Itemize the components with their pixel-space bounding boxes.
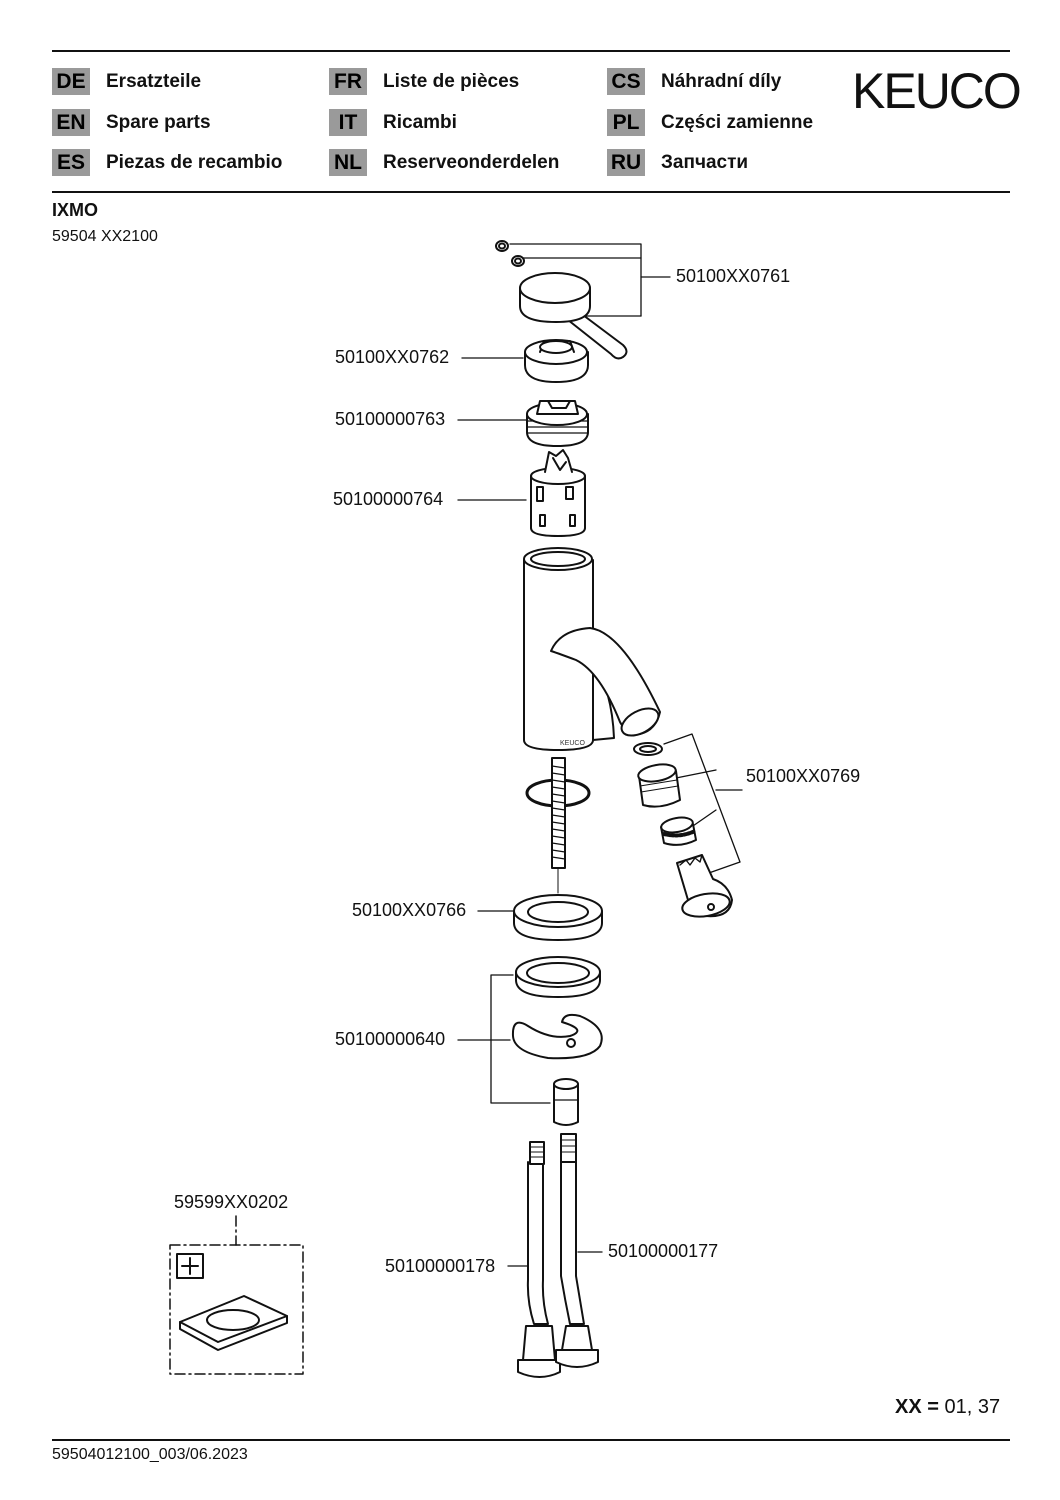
language-label: Liste de pièces <box>383 70 520 92</box>
variant-values: 01, 37 <box>944 1396 1001 1418</box>
part-label-escutcheon: 50100XX0766 <box>352 900 467 920</box>
part-label-lever-handle: 50100XX0761 <box>676 266 791 286</box>
part-label-aerator-set: 50100XX0769 <box>746 766 861 786</box>
language-label: Spare parts <box>106 111 211 133</box>
square-plate-icon <box>180 1296 287 1350</box>
product-name: IXMO <box>52 200 99 220</box>
plus-icon <box>177 1254 203 1278</box>
cover-cap-icon <box>525 340 588 382</box>
language-label: Ersatzteile <box>106 70 202 92</box>
cartridge-nut-icon <box>527 401 588 446</box>
variant-legend <box>895 1396 1000 1419</box>
language-code-badge: RU <box>607 149 645 176</box>
language-code-badge: EN <box>52 109 90 136</box>
part-label-cover-cap: 50100XX0762 <box>335 347 450 367</box>
part-label-mounting-set: 50100000640 <box>335 1029 446 1049</box>
aerator-cartridge-icon <box>660 815 696 845</box>
language-code-badge: IT <box>329 109 367 136</box>
language-code-badge: DE <box>52 68 90 95</box>
aerator-insert-icon <box>637 762 680 807</box>
aerator-key-icon <box>677 855 732 920</box>
language-code-badge: ES <box>52 149 90 176</box>
threaded-rod-icon <box>552 758 565 868</box>
part-label-hose-cold: 50100000177 <box>608 1241 719 1261</box>
part-label-hose-hot: 50100000178 <box>385 1256 496 1276</box>
variant-key: XX = <box>895 1396 939 1418</box>
brand-logo: KEUCO <box>852 63 1020 119</box>
leader-lines <box>458 244 742 1266</box>
language-label: Запчасти <box>661 151 749 173</box>
aerator-washer-icon <box>634 743 662 755</box>
grub-screws-icon <box>496 241 524 266</box>
optional-plate-box <box>170 1216 303 1374</box>
language-label: Części zamienne <box>661 111 814 133</box>
language-label: Piezas de recambio <box>106 151 283 173</box>
language-code-badge: FR <box>329 68 367 95</box>
language-label: Ricambi <box>383 111 457 133</box>
part-label-optional-plate: 59599XX0202 <box>174 1192 289 1212</box>
language-code-badge: NL <box>329 149 367 176</box>
language-label: Reserveonderdelen <box>383 151 560 173</box>
part-label-cartridge: 50100000764 <box>333 489 444 509</box>
cartridge-icon <box>531 450 585 536</box>
language-code-badge: PL <box>607 109 645 136</box>
language-code-badge: CS <box>607 68 645 95</box>
language-label: Náhradní díly <box>661 70 782 92</box>
horseshoe-washer-icon <box>513 1015 602 1058</box>
supply-hose-hot-icon <box>518 1142 560 1377</box>
product-code: 59504 XX2100 <box>52 228 158 245</box>
threaded-sleeve-icon <box>554 1079 578 1125</box>
mounting-ring-icon <box>516 957 600 997</box>
escutcheon-ring-icon <box>514 895 602 940</box>
supply-hose-cold-icon <box>556 1134 598 1367</box>
part-label-cartridge-nut: 50100000763 <box>335 409 446 429</box>
document-code: 59504012100_003/06.2023 <box>52 1446 248 1463</box>
body-marking: KEUCO <box>560 740 585 747</box>
faucet-body-icon <box>524 548 663 750</box>
